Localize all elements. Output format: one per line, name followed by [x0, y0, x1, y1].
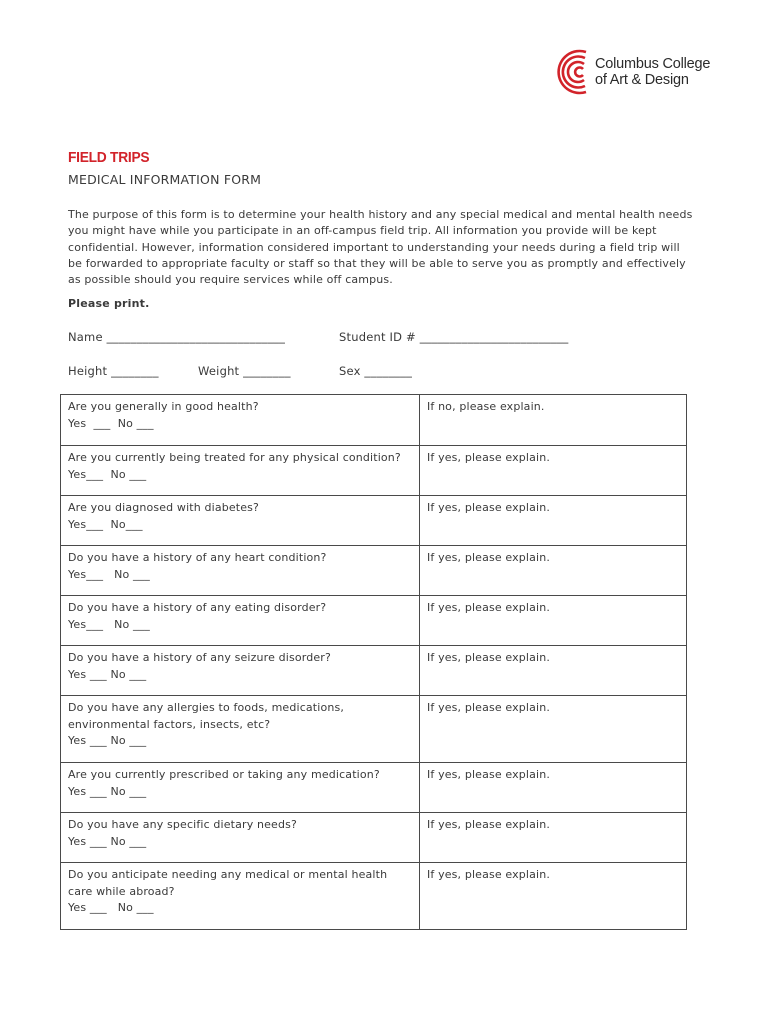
please-print-note: Please print.	[68, 297, 150, 310]
question-cell	[61, 813, 420, 863]
explain-prompt: If no, please explain.	[427, 400, 545, 413]
question-cell	[61, 546, 420, 596]
question-text: Are you currently being treated for any physical condition?	[68, 451, 401, 464]
form-title: MEDICAL INFORMATION FORM	[68, 172, 262, 187]
explain-prompt: If yes, please explain.	[427, 451, 550, 464]
question-text: Do you have any specific dietary needs?	[68, 818, 297, 831]
yes-no-answer[interactable]: Yes ___ No ___	[68, 901, 154, 914]
question-text: Are you generally in good health?	[68, 400, 259, 413]
question-row	[61, 863, 687, 930]
question-text: Do you have a history of any heart condition?	[68, 551, 327, 564]
question-text: Do you have a history of any eating disorder?	[68, 601, 327, 614]
question-text: Are you currently prescribed or taking any medication?	[68, 768, 380, 781]
height-field[interactable]: Height ________	[68, 364, 159, 378]
question-cell	[61, 646, 420, 696]
question-row	[61, 763, 687, 813]
medical-questions-table	[60, 394, 687, 930]
question-text: Do you have any allergies to foods, medications, environmental factors, insects, etc?	[68, 701, 344, 731]
college-logo-mark-icon	[555, 46, 589, 98]
student-id-field[interactable]: Student ID # _________________________	[339, 330, 569, 344]
question-row	[61, 546, 687, 596]
question-cell	[61, 596, 420, 646]
yes-no-answer[interactable]: Yes ___ No ___	[68, 734, 147, 747]
explain-prompt: If yes, please explain.	[427, 768, 550, 781]
question-row	[61, 646, 687, 696]
explain-cell[interactable]	[420, 446, 687, 496]
question-text: Are you diagnosed with diabetes?	[68, 501, 260, 514]
question-cell	[61, 696, 420, 763]
explain-cell[interactable]	[420, 763, 687, 813]
question-row	[61, 395, 687, 446]
yes-no-answer[interactable]: Yes___ No___	[68, 517, 143, 531]
question-row	[61, 696, 687, 763]
college-name	[595, 56, 710, 88]
explain-cell[interactable]	[420, 863, 687, 930]
explain-prompt: If yes, please explain.	[427, 651, 550, 664]
yes-no-answer[interactable]: Yes___ No ___	[68, 617, 150, 631]
explain-prompt: If yes, please explain.	[427, 818, 550, 831]
yes-no-answer[interactable]: Yes ___ No ___	[68, 784, 147, 798]
college-name-line2: of Art & Design	[595, 72, 689, 88]
explain-prompt: If yes, please explain.	[427, 601, 550, 614]
explain-cell[interactable]	[420, 546, 687, 596]
question-row	[61, 813, 687, 863]
college-logo	[555, 46, 710, 98]
question-text: Do you anticipate needing any medical or mental health care while abroad?	[68, 868, 388, 898]
question-cell	[61, 763, 420, 813]
explain-cell[interactable]	[420, 596, 687, 646]
question-row	[61, 496, 687, 546]
question-row	[61, 596, 687, 646]
name-field[interactable]: Name ______________________________	[68, 330, 286, 344]
explain-cell[interactable]	[420, 646, 687, 696]
explain-cell[interactable]	[420, 395, 687, 446]
yes-no-answer[interactable]: Yes___ No ___	[68, 467, 147, 481]
question-cell	[61, 863, 420, 930]
yes-no-answer[interactable]: Yes ___ No ___	[68, 416, 154, 430]
explain-cell[interactable]	[420, 496, 687, 546]
question-cell	[61, 496, 420, 546]
intro-paragraph: The purpose of this form is to determine your health history and any special medical and mental health needs you might have while you participate in an off-campus field trip. All information you provide will be kept confidential. However, information considered important to understanding your needs during a field trip will be forwarded to appropriate faculty or staff so that they will be able to serve you as promptly and effectively as possible should you require services while off campus.	[68, 208, 693, 287]
question-text: Do you have a history of any seizure disorder?	[68, 651, 331, 664]
college-name-line1: Columbus College	[595, 56, 711, 72]
explain-prompt: If yes, please explain.	[427, 551, 550, 564]
yes-no-answer[interactable]: Yes___ No ___	[68, 567, 150, 581]
sex-field[interactable]: Sex ________	[339, 364, 413, 378]
weight-field[interactable]: Weight ________	[198, 364, 291, 378]
question-cell	[61, 395, 420, 446]
question-cell	[61, 446, 420, 496]
yes-no-answer[interactable]: Yes ___ No ___	[68, 834, 147, 848]
explain-cell[interactable]	[420, 696, 687, 763]
page-title: FIELD TRIPS	[68, 149, 150, 166]
explain-cell[interactable]	[420, 813, 687, 863]
explain-prompt: If yes, please explain.	[427, 868, 550, 881]
question-row	[61, 446, 687, 496]
explain-prompt: If yes, please explain.	[427, 701, 550, 714]
explain-prompt: If yes, please explain.	[427, 501, 550, 514]
yes-no-answer[interactable]: Yes ___ No ___	[68, 667, 147, 681]
